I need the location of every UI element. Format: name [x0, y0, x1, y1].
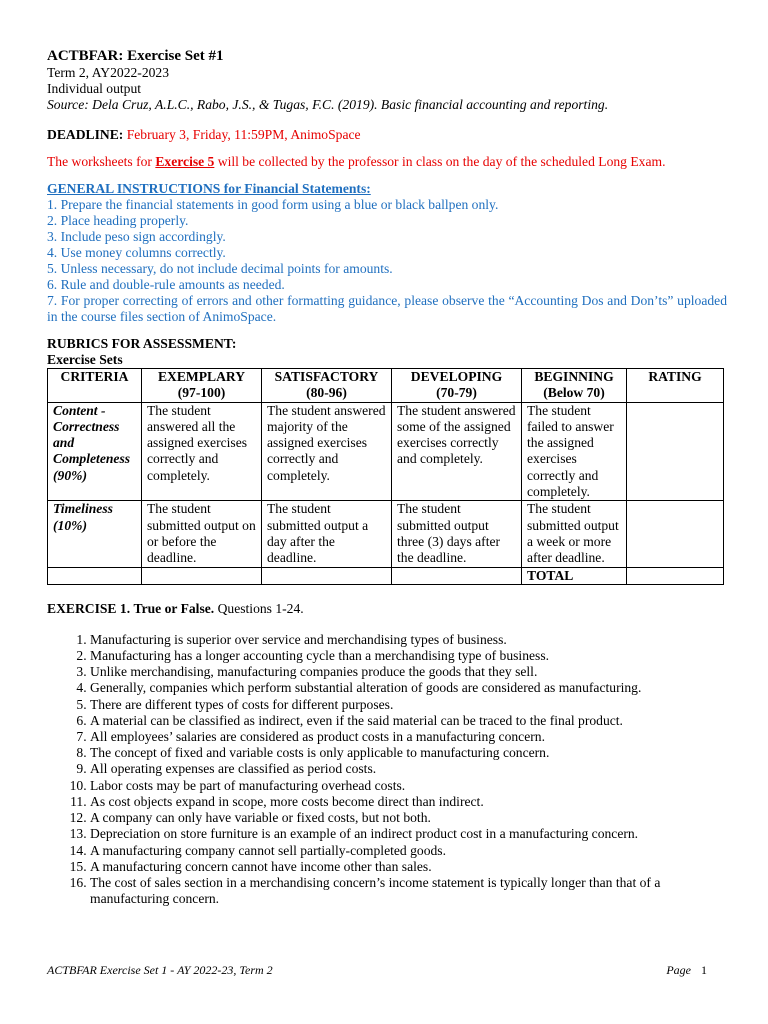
- note-highlight: Exercise 5: [155, 154, 215, 169]
- exercise1-subtitle: True or False.: [133, 600, 215, 616]
- criteria-cell: Content - Correctness and Completeness (90%): [48, 402, 142, 501]
- empty-cell: [392, 567, 522, 584]
- output-line: Individual output: [47, 81, 142, 96]
- total-label: TOTAL: [522, 567, 627, 584]
- footer-course: ACTBFAR Exercise Set 1 - AY 2022-23, Term 2: [47, 963, 273, 977]
- satisfactory-cell: The student submitted output a day after the deadline.: [262, 501, 392, 567]
- footer-page: [666, 963, 707, 978]
- rubrics-table: [47, 368, 724, 585]
- total-rating-cell: [627, 567, 724, 584]
- list-item: 6. A material can be classified as indirect, even if the said material can be traced to the final product.: [90, 713, 727, 729]
- list-item: 2. Manufacturing has a longer accounting cycle than a merchandising type of business.: [90, 648, 727, 664]
- list-item: 10. Labor costs may be part of manufacturing overhead costs.: [90, 778, 727, 794]
- exercise1-title: EXERCISE 1.: [47, 600, 131, 616]
- list-item: 3. Unlike merchandising, manufacturing companies produce the goods that they sell.: [90, 664, 727, 680]
- instruction-item: 4. Use money columns correctly.: [47, 245, 226, 260]
- list-item: 1. Manufacturing is superior over service and merchandising types of business.: [90, 632, 727, 648]
- beginning-cell: The student submitted output a week or more after deadline.: [522, 501, 627, 567]
- header-beginning: [522, 369, 627, 403]
- exemplary-cell: The student answered all the assigned exercises correctly and completely.: [142, 402, 262, 501]
- deadline-value: February 3, Friday, 11:59PM, AnimoSpace: [126, 127, 361, 142]
- header-developing-range: (70-79): [436, 385, 477, 401]
- list-item: 7. All employees’ salaries are considered as product costs in a manufacturing concern.: [90, 729, 727, 745]
- instruction-item: 5. Unless necessary, do not include decimal points for amounts.: [47, 261, 393, 276]
- footer-page-number: 1: [701, 963, 707, 977]
- empty-cell: [142, 567, 262, 584]
- empty-cell: [262, 567, 392, 584]
- developing-cell: The student submitted output three (3) days after the deadline.: [392, 501, 522, 567]
- list-item: 14. A manufacturing company cannot sell partially-completed goods.: [90, 843, 727, 859]
- list-item: 4. Generally, companies which perform substantial alteration of goods are considered as manufacturing.: [90, 680, 727, 696]
- header-beginning-label: BEGINNING: [534, 369, 614, 384]
- collection-note: [47, 154, 727, 170]
- table-total-row: [48, 567, 724, 584]
- table-row: [48, 402, 724, 501]
- instruction-item: 2. Place heading properly.: [47, 213, 189, 228]
- list-item: 11. As cost objects expand in scope, more costs become direct than indirect.: [90, 794, 727, 810]
- header-satisfactory: [262, 369, 392, 403]
- rating-cell: [627, 402, 724, 501]
- exercise1-range: Questions 1-24.: [214, 600, 304, 616]
- header-rating: RATING: [627, 369, 724, 403]
- header-developing: [392, 369, 522, 403]
- header-developing-label: DEVELOPING: [410, 369, 503, 384]
- list-item: 16. The cost of sales section in a merchandising concern’s income statement is typically longer than that of a manufacturing concern.: [90, 875, 727, 907]
- instruction-item: 6. Rule and double-rule amounts as needed.: [47, 277, 285, 292]
- beginning-cell: The student failed to answer the assigned exercises correctly and completely.: [522, 402, 627, 501]
- list-item: 8. The concept of fixed and variable costs is only applicable to manufacturing concern.: [90, 745, 727, 761]
- header-beginning-range: (Below 70): [543, 385, 605, 401]
- true-false-list: [47, 632, 727, 907]
- general-instructions: [47, 181, 727, 325]
- header-exemplary: [142, 369, 262, 403]
- term-line: Term 2, AY2022-2023: [47, 65, 170, 80]
- note-before: The worksheets for: [47, 154, 156, 169]
- footer-page-label: Page: [666, 963, 691, 977]
- table-row: [48, 501, 724, 567]
- deadline-label: DEADLINE:: [47, 127, 124, 142]
- rubrics-heading: RUBRICS FOR ASSESSMENT:: [47, 336, 237, 351]
- criteria-cell: Timeliness (10%): [48, 501, 142, 567]
- header-criteria: CRITERIA: [48, 369, 142, 403]
- document-page: [47, 48, 727, 907]
- list-item: 15. A manufacturing concern cannot have income other than sales.: [90, 859, 727, 875]
- exemplary-cell: The student submitted output on or before the deadline.: [142, 501, 262, 567]
- deadline-line: [47, 127, 727, 143]
- list-item: 13. Depreciation on store furniture is an example of an indirect product cost in a manufacturing concern.: [90, 826, 727, 842]
- list-item: 12. A company can only have variable or fixed costs, but not both.: [90, 810, 727, 826]
- source-line: Source: Dela Cruz, A.L.C., Rabo, J.S., & Tugas, F.C. (2019). Basic financial accounting and reporting.: [47, 97, 609, 112]
- list-item: 5. There are different types of costs for different purposes.: [90, 697, 727, 713]
- instruction-item: 3. Include peso sign accordingly.: [47, 229, 226, 244]
- satisfactory-cell: The student answered majority of the assigned exercises correctly and completely.: [262, 402, 392, 501]
- developing-cell: The student answered some of the assigned exercises correctly and completely.: [392, 402, 522, 501]
- header-exemplary-range: (97-100): [177, 385, 226, 401]
- exercise1-heading: [47, 601, 727, 617]
- instruction-item: 1. Prepare the financial statements in good form using a blue or black ballpen only.: [47, 197, 499, 212]
- header-satisfactory-range: (80-96): [306, 385, 347, 401]
- list-item: 9. All operating expenses are classified as period costs.: [90, 761, 727, 777]
- instruction-item: 7. For proper correcting of errors and other formatting guidance, please observe the “Accounting Dos and Don’ts” uploaded in the course files section of AnimoSpace.: [47, 293, 727, 324]
- rubrics-subheading: Exercise Sets: [47, 352, 123, 367]
- table-header-row: [48, 369, 724, 403]
- rating-cell: [627, 501, 724, 567]
- header-satisfactory-label: SATISFACTORY: [274, 369, 379, 384]
- page-footer: [47, 963, 707, 978]
- instructions-heading: GENERAL INSTRUCTIONS for Financial Statements:: [47, 181, 371, 196]
- empty-cell: [48, 567, 142, 584]
- header-exemplary-label: EXEMPLARY: [157, 369, 246, 384]
- document-title: ACTBFAR: Exercise Set #1: [47, 48, 224, 64]
- note-after: will be collected by the professor in class on the day of the scheduled Long Exam.: [214, 154, 666, 169]
